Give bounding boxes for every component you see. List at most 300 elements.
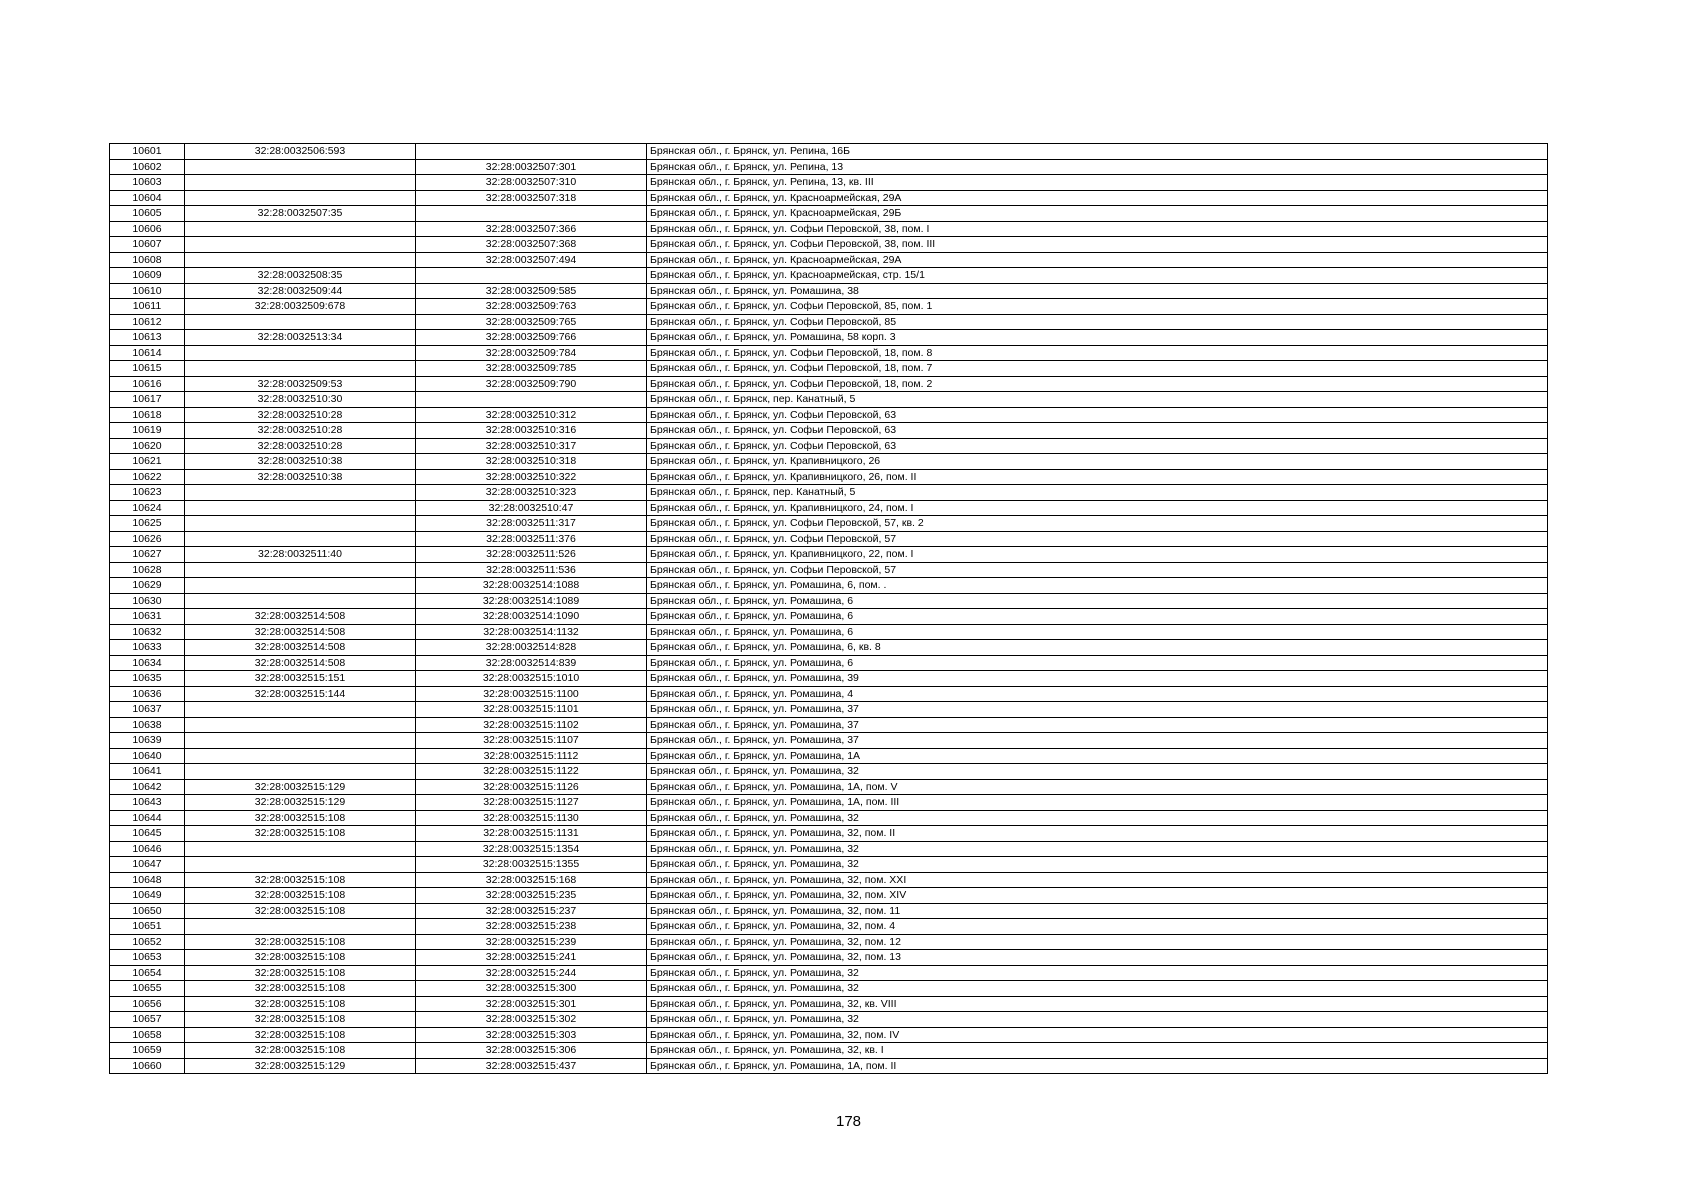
row-number-cell: 10627 xyxy=(110,547,185,563)
building-cadastral-number-cell: 32:28:0032509:765 xyxy=(416,314,647,330)
row-number-cell: 10636 xyxy=(110,686,185,702)
address-cell: Брянская обл., г. Брянск, ул. Ромашина, 32, пом. XXI xyxy=(647,872,1548,888)
row-number-cell: 10620 xyxy=(110,438,185,454)
page-number: 178 xyxy=(835,1113,862,1130)
address-cell: Брянская обл., г. Брянск, ул. Софьи Перовской, 57 xyxy=(647,531,1548,547)
row-number-cell: 10624 xyxy=(110,500,185,516)
building-cadastral-number-cell: 32:28:0032507:310 xyxy=(416,175,647,191)
row-number-cell: 10603 xyxy=(110,175,185,191)
row-number-cell: 10660 xyxy=(110,1058,185,1074)
land-cadastral-number-cell xyxy=(185,237,416,253)
table-row xyxy=(110,841,1548,857)
land-cadastral-number-cell xyxy=(185,314,416,330)
building-cadastral-number-cell xyxy=(416,144,647,160)
address-cell: Брянская обл., г. Брянск, ул. Ромашина, 32 xyxy=(647,1012,1548,1028)
row-number-cell: 10650 xyxy=(110,903,185,919)
address-cell: Брянская обл., г. Брянск, ул. Ромашина, 1А, пом. II xyxy=(647,1058,1548,1074)
address-cell: Брянская обл., г. Брянск, ул. Ромашина, 6 xyxy=(647,609,1548,625)
address-cell: Брянская обл., г. Брянск, ул. Софьи Перовской, 57, кв. 2 xyxy=(647,516,1548,532)
table-row xyxy=(110,299,1548,315)
register-table xyxy=(109,143,1548,1074)
address-cell: Брянская обл., г. Брянск, ул. Ромашина, 32 xyxy=(647,965,1548,981)
land-cadastral-number-cell xyxy=(185,500,416,516)
building-cadastral-number-cell: 32:28:0032509:766 xyxy=(416,330,647,346)
row-number-cell: 10641 xyxy=(110,764,185,780)
land-cadastral-number-cell: 32:28:0032508:35 xyxy=(185,268,416,284)
row-number-cell: 10604 xyxy=(110,190,185,206)
row-number-cell: 10648 xyxy=(110,872,185,888)
address-cell: Брянская обл., г. Брянск, ул. Ромашина, 32, кв. VIII xyxy=(647,996,1548,1012)
land-cadastral-number-cell: 32:28:0032515:108 xyxy=(185,981,416,997)
land-cadastral-number-cell: 32:28:0032515:144 xyxy=(185,686,416,702)
row-number-cell: 10651 xyxy=(110,919,185,935)
land-cadastral-number-cell xyxy=(185,221,416,237)
land-cadastral-number-cell xyxy=(185,190,416,206)
table-row xyxy=(110,237,1548,253)
address-cell: Брянская обл., г. Брянск, ул. Красноармейская, 29А xyxy=(647,252,1548,268)
table-row xyxy=(110,252,1548,268)
table-row xyxy=(110,919,1548,935)
land-cadastral-number-cell: 32:28:0032514:508 xyxy=(185,624,416,640)
table-row xyxy=(110,996,1548,1012)
row-number-cell: 10626 xyxy=(110,531,185,547)
table-row xyxy=(110,903,1548,919)
table-row xyxy=(110,686,1548,702)
row-number-cell: 10613 xyxy=(110,330,185,346)
land-cadastral-number-cell xyxy=(185,748,416,764)
table-row xyxy=(110,206,1548,222)
row-number-cell: 10615 xyxy=(110,361,185,377)
row-number-cell: 10645 xyxy=(110,826,185,842)
land-cadastral-number-cell: 32:28:0032515:108 xyxy=(185,965,416,981)
land-cadastral-number-cell xyxy=(185,516,416,532)
table-row xyxy=(110,159,1548,175)
land-cadastral-number-cell: 32:28:0032515:108 xyxy=(185,888,416,904)
table-row xyxy=(110,144,1548,160)
table-row xyxy=(110,965,1548,981)
table-row xyxy=(110,485,1548,501)
building-cadastral-number-cell: 32:28:0032510:322 xyxy=(416,469,647,485)
row-number-cell: 10646 xyxy=(110,841,185,857)
row-number-cell: 10634 xyxy=(110,655,185,671)
building-cadastral-number-cell: 32:28:0032515:302 xyxy=(416,1012,647,1028)
row-number-cell: 10625 xyxy=(110,516,185,532)
address-cell: Брянская обл., г. Брянск, ул. Красноармейская, 29Б xyxy=(647,206,1548,222)
table-row xyxy=(110,438,1548,454)
land-cadastral-number-cell: 32:28:0032515:108 xyxy=(185,1027,416,1043)
address-cell: Брянская обл., г. Брянск, ул. Ромашина, 32, пом. XIV xyxy=(647,888,1548,904)
land-cadastral-number-cell: 32:28:0032513:34 xyxy=(185,330,416,346)
row-number-cell: 10652 xyxy=(110,934,185,950)
table-row xyxy=(110,593,1548,609)
address-cell: Брянская обл., г. Брянск, ул. Софьи Перовской, 18, пом. 8 xyxy=(647,345,1548,361)
building-cadastral-number-cell xyxy=(416,268,647,284)
building-cadastral-number-cell: 32:28:0032515:1101 xyxy=(416,702,647,718)
building-cadastral-number-cell: 32:28:0032515:168 xyxy=(416,872,647,888)
building-cadastral-number-cell: 32:28:0032514:828 xyxy=(416,640,647,656)
land-cadastral-number-cell: 32:28:0032509:44 xyxy=(185,283,416,299)
building-cadastral-number-cell: 32:28:0032511:536 xyxy=(416,562,647,578)
address-cell: Брянская обл., г. Брянск, пер. Канатный, 5 xyxy=(647,392,1548,408)
address-cell: Брянская обл., г. Брянск, ул. Ромашина, 37 xyxy=(647,702,1548,718)
address-cell: Брянская обл., г. Брянск, ул. Красноармейская, стр. 15/1 xyxy=(647,268,1548,284)
building-cadastral-number-cell: 32:28:0032515:1100 xyxy=(416,686,647,702)
table-row xyxy=(110,1012,1548,1028)
land-cadastral-number-cell xyxy=(185,531,416,547)
address-cell: Брянская обл., г. Брянск, ул. Ромашина, 32 xyxy=(647,981,1548,997)
table-row xyxy=(110,1043,1548,1059)
table-row xyxy=(110,454,1548,470)
table-row xyxy=(110,888,1548,904)
address-cell: Брянская обл., г. Брянск, ул. Софьи Перовской, 85, пом. 1 xyxy=(647,299,1548,315)
address-cell: Брянская обл., г. Брянск, ул. Ромашина, 32, пом. 11 xyxy=(647,903,1548,919)
table-row xyxy=(110,547,1548,563)
table-row xyxy=(110,764,1548,780)
land-cadastral-number-cell: 32:28:0032515:129 xyxy=(185,795,416,811)
table-row xyxy=(110,934,1548,950)
table-row xyxy=(110,190,1548,206)
table-row xyxy=(110,283,1548,299)
building-cadastral-number-cell: 32:28:0032515:1130 xyxy=(416,810,647,826)
table-row xyxy=(110,407,1548,423)
address-cell: Брянская обл., г. Брянск, ул. Софьи Перовской, 63 xyxy=(647,423,1548,439)
table-row xyxy=(110,872,1548,888)
table-row xyxy=(110,981,1548,997)
land-cadastral-number-cell xyxy=(185,857,416,873)
address-cell: Брянская обл., г. Брянск, ул. Репина, 13, кв. III xyxy=(647,175,1548,191)
land-cadastral-number-cell: 32:28:0032509:678 xyxy=(185,299,416,315)
building-cadastral-number-cell: 32:28:0032515:1354 xyxy=(416,841,647,857)
land-cadastral-number-cell: 32:28:0032510:28 xyxy=(185,423,416,439)
table-row xyxy=(110,1027,1548,1043)
row-number-cell: 10647 xyxy=(110,857,185,873)
table-row xyxy=(110,392,1548,408)
table-row xyxy=(110,748,1548,764)
table-row xyxy=(110,624,1548,640)
land-cadastral-number-cell: 32:28:0032510:28 xyxy=(185,438,416,454)
address-cell: Брянская обл., г. Брянск, ул. Репина, 16Б xyxy=(647,144,1548,160)
building-cadastral-number-cell: 32:28:0032511:376 xyxy=(416,531,647,547)
address-cell: Брянская обл., г. Брянск, ул. Ромашина, 32, пом. 4 xyxy=(647,919,1548,935)
land-cadastral-number-cell xyxy=(185,764,416,780)
address-cell: Брянская обл., г. Брянск, ул. Ромашина, 38 xyxy=(647,283,1548,299)
land-cadastral-number-cell xyxy=(185,733,416,749)
building-cadastral-number-cell: 32:28:0032515:1127 xyxy=(416,795,647,811)
land-cadastral-number-cell: 32:28:0032515:108 xyxy=(185,872,416,888)
row-number-cell: 10642 xyxy=(110,779,185,795)
land-cadastral-number-cell: 32:28:0032514:508 xyxy=(185,640,416,656)
building-cadastral-number-cell: 32:28:0032515:1126 xyxy=(416,779,647,795)
land-cadastral-number-cell: 32:28:0032515:108 xyxy=(185,826,416,842)
row-number-cell: 10610 xyxy=(110,283,185,299)
land-cadastral-number-cell: 32:28:0032515:129 xyxy=(185,779,416,795)
land-cadastral-number-cell: 32:28:0032514:508 xyxy=(185,609,416,625)
address-cell: Брянская обл., г. Брянск, ул. Ромашина, 6, кв. 8 xyxy=(647,640,1548,656)
building-cadastral-number-cell: 32:28:0032510:312 xyxy=(416,407,647,423)
land-cadastral-number-cell xyxy=(185,175,416,191)
row-number-cell: 10606 xyxy=(110,221,185,237)
address-cell: Брянская обл., г. Брянск, пер. Канатный, 5 xyxy=(647,485,1548,501)
building-cadastral-number-cell: 32:28:0032515:244 xyxy=(416,965,647,981)
row-number-cell: 10643 xyxy=(110,795,185,811)
land-cadastral-number-cell: 32:28:0032515:108 xyxy=(185,996,416,1012)
building-cadastral-number-cell: 32:28:0032509:785 xyxy=(416,361,647,377)
row-number-cell: 10618 xyxy=(110,407,185,423)
land-cadastral-number-cell: 32:28:0032515:108 xyxy=(185,1012,416,1028)
land-cadastral-number-cell: 32:28:0032509:53 xyxy=(185,376,416,392)
row-number-cell: 10616 xyxy=(110,376,185,392)
building-cadastral-number-cell: 32:28:0032509:784 xyxy=(416,345,647,361)
row-number-cell: 10640 xyxy=(110,748,185,764)
land-cadastral-number-cell xyxy=(185,485,416,501)
building-cadastral-number-cell: 32:28:0032515:237 xyxy=(416,903,647,919)
row-number-cell: 10614 xyxy=(110,345,185,361)
row-number-cell: 10605 xyxy=(110,206,185,222)
row-number-cell: 10656 xyxy=(110,996,185,1012)
land-cadastral-number-cell: 32:28:0032507:35 xyxy=(185,206,416,222)
row-number-cell: 10659 xyxy=(110,1043,185,1059)
building-cadastral-number-cell: 32:28:0032515:239 xyxy=(416,934,647,950)
table-row xyxy=(110,345,1548,361)
address-cell: Брянская обл., г. Брянск, ул. Ромашина, 32, пом. IV xyxy=(647,1027,1548,1043)
table-row xyxy=(110,1058,1548,1074)
building-cadastral-number-cell: 32:28:0032507:366 xyxy=(416,221,647,237)
address-cell: Брянская обл., г. Брянск, ул. Крапивницкого, 26, пом. II xyxy=(647,469,1548,485)
row-number-cell: 10654 xyxy=(110,965,185,981)
table-row xyxy=(110,268,1548,284)
land-cadastral-number-cell: 32:28:0032510:30 xyxy=(185,392,416,408)
building-cadastral-number-cell xyxy=(416,206,647,222)
table-row xyxy=(110,810,1548,826)
address-cell: Брянская обл., г. Брянск, ул. Ромашина, 32, пом. II xyxy=(647,826,1548,842)
row-number-cell: 10631 xyxy=(110,609,185,625)
land-cadastral-number-cell xyxy=(185,578,416,594)
address-cell: Брянская обл., г. Брянск, ул. Ромашина, 32, кв. I xyxy=(647,1043,1548,1059)
table-row xyxy=(110,500,1548,516)
row-number-cell: 10632 xyxy=(110,624,185,640)
address-cell: Брянская обл., г. Брянск, ул. Ромашина, 32, пом. 12 xyxy=(647,934,1548,950)
row-number-cell: 10633 xyxy=(110,640,185,656)
row-number-cell: 10621 xyxy=(110,454,185,470)
address-cell: Брянская обл., г. Брянск, ул. Софьи Перовской, 63 xyxy=(647,438,1548,454)
building-cadastral-number-cell: 32:28:0032515:235 xyxy=(416,888,647,904)
building-cadastral-number-cell: 32:28:0032515:1010 xyxy=(416,671,647,687)
row-number-cell: 10602 xyxy=(110,159,185,175)
table-row xyxy=(110,702,1548,718)
building-cadastral-number-cell: 32:28:0032510:323 xyxy=(416,485,647,501)
row-number-cell: 10653 xyxy=(110,950,185,966)
address-cell: Брянская обл., г. Брянск, ул. Ромашина, 1А, пом. V xyxy=(647,779,1548,795)
building-cadastral-number-cell: 32:28:0032515:301 xyxy=(416,996,647,1012)
building-cadastral-number-cell: 32:28:0032515:303 xyxy=(416,1027,647,1043)
row-number-cell: 10608 xyxy=(110,252,185,268)
building-cadastral-number-cell: 32:28:0032514:1132 xyxy=(416,624,647,640)
building-cadastral-number-cell: 32:28:0032515:1112 xyxy=(416,748,647,764)
row-number-cell: 10639 xyxy=(110,733,185,749)
row-number-cell: 10601 xyxy=(110,144,185,160)
building-cadastral-number-cell: 32:28:0032515:1102 xyxy=(416,717,647,733)
table-row xyxy=(110,733,1548,749)
address-cell: Брянская обл., г. Брянск, ул. Софьи Перовской, 85 xyxy=(647,314,1548,330)
row-number-cell: 10617 xyxy=(110,392,185,408)
address-cell: Брянская обл., г. Брянск, ул. Ромашина, 32, пом. 13 xyxy=(647,950,1548,966)
address-cell: Брянская обл., г. Брянск, ул. Ромашина, 58 корп. 3 xyxy=(647,330,1548,346)
land-cadastral-number-cell xyxy=(185,361,416,377)
table-row xyxy=(110,516,1548,532)
table-row xyxy=(110,826,1548,842)
address-cell: Брянская обл., г. Брянск, ул. Ромашина, 32 xyxy=(647,857,1548,873)
row-number-cell: 10630 xyxy=(110,593,185,609)
address-cell: Брянская обл., г. Брянск, ул. Софьи Перовской, 57 xyxy=(647,562,1548,578)
building-cadastral-number-cell: 32:28:0032514:1089 xyxy=(416,593,647,609)
land-cadastral-number-cell xyxy=(185,717,416,733)
row-number-cell: 10657 xyxy=(110,1012,185,1028)
table-row xyxy=(110,795,1548,811)
land-cadastral-number-cell: 32:28:0032515:108 xyxy=(185,810,416,826)
address-cell: Брянская обл., г. Брянск, ул. Ромашина, 4 xyxy=(647,686,1548,702)
row-number-cell: 10629 xyxy=(110,578,185,594)
land-cadastral-number-cell xyxy=(185,345,416,361)
row-number-cell: 10635 xyxy=(110,671,185,687)
row-number-cell: 10619 xyxy=(110,423,185,439)
building-cadastral-number-cell: 32:28:0032514:1088 xyxy=(416,578,647,594)
table-row xyxy=(110,314,1548,330)
land-cadastral-number-cell: 32:28:0032515:108 xyxy=(185,950,416,966)
building-cadastral-number-cell: 32:28:0032510:47 xyxy=(416,500,647,516)
address-cell: Брянская обл., г. Брянск, ул. Ромашина, 1А xyxy=(647,748,1548,764)
building-cadastral-number-cell: 32:28:0032515:1122 xyxy=(416,764,647,780)
building-cadastral-number-cell: 32:28:0032510:317 xyxy=(416,438,647,454)
row-number-cell: 10644 xyxy=(110,810,185,826)
land-cadastral-number-cell xyxy=(185,841,416,857)
row-number-cell: 10622 xyxy=(110,469,185,485)
row-number-cell: 10637 xyxy=(110,702,185,718)
table-row xyxy=(110,531,1548,547)
address-cell: Брянская обл., г. Брянск, ул. Ромашина, 32 xyxy=(647,764,1548,780)
address-cell: Брянская обл., г. Брянск, ул. Ромашина, 6, пом. . xyxy=(647,578,1548,594)
row-number-cell: 10612 xyxy=(110,314,185,330)
land-cadastral-number-cell xyxy=(185,919,416,935)
building-cadastral-number-cell: 32:28:0032515:306 xyxy=(416,1043,647,1059)
row-number-cell: 10638 xyxy=(110,717,185,733)
land-cadastral-number-cell: 32:28:0032510:28 xyxy=(185,407,416,423)
row-number-cell: 10655 xyxy=(110,981,185,997)
address-cell: Брянская обл., г. Брянск, ул. Софьи Перовской, 63 xyxy=(647,407,1548,423)
address-cell: Брянская обл., г. Брянск, ул. Крапивницкого, 22, пом. I xyxy=(647,547,1548,563)
table-row xyxy=(110,376,1548,392)
address-cell: Брянская обл., г. Брянск, ул. Софьи Перовской, 18, пом. 7 xyxy=(647,361,1548,377)
building-cadastral-number-cell: 32:28:0032507:368 xyxy=(416,237,647,253)
address-cell: Брянская обл., г. Брянск, ул. Ромашина, 37 xyxy=(647,733,1548,749)
table-row xyxy=(110,640,1548,656)
address-cell: Брянская обл., г. Брянск, ул. Ромашина, 32 xyxy=(647,810,1548,826)
address-cell: Брянская обл., г. Брянск, ул. Софьи Перовской, 38, пом. I xyxy=(647,221,1548,237)
building-cadastral-number-cell: 32:28:0032515:241 xyxy=(416,950,647,966)
table-row xyxy=(110,609,1548,625)
address-cell: Брянская обл., г. Брянск, ул. Ромашина, 6 xyxy=(647,655,1548,671)
address-cell: Брянская обл., г. Брянск, ул. Крапивницкого, 24, пом. I xyxy=(647,500,1548,516)
address-cell: Брянская обл., г. Брянск, ул. Репина, 13 xyxy=(647,159,1548,175)
building-cadastral-number-cell: 32:28:0032510:316 xyxy=(416,423,647,439)
address-cell: Брянская обл., г. Брянск, ул. Софьи Перовской, 38, пом. III xyxy=(647,237,1548,253)
row-number-cell: 10628 xyxy=(110,562,185,578)
address-cell: Брянская обл., г. Брянск, ул. Ромашина, 32 xyxy=(647,841,1548,857)
address-cell: Брянская обл., г. Брянск, ул. Софьи Перовской, 18, пом. 2 xyxy=(647,376,1548,392)
address-cell: Брянская обл., г. Брянск, ул. Ромашина, 37 xyxy=(647,717,1548,733)
building-cadastral-number-cell: 32:28:0032511:317 xyxy=(416,516,647,532)
land-cadastral-number-cell: 32:28:0032515:108 xyxy=(185,903,416,919)
building-cadastral-number-cell: 32:28:0032509:790 xyxy=(416,376,647,392)
building-cadastral-number-cell: 32:28:0032511:526 xyxy=(416,547,647,563)
building-cadastral-number-cell: 32:28:0032515:300 xyxy=(416,981,647,997)
row-number-cell: 10623 xyxy=(110,485,185,501)
table-row xyxy=(110,717,1548,733)
table-row xyxy=(110,950,1548,966)
table-row xyxy=(110,361,1548,377)
row-number-cell: 10611 xyxy=(110,299,185,315)
table-row xyxy=(110,779,1548,795)
table-row xyxy=(110,562,1548,578)
row-number-cell: 10607 xyxy=(110,237,185,253)
building-cadastral-number-cell: 32:28:0032507:494 xyxy=(416,252,647,268)
building-cadastral-number-cell xyxy=(416,392,647,408)
land-cadastral-number-cell: 32:28:0032511:40 xyxy=(185,547,416,563)
building-cadastral-number-cell: 32:28:0032507:318 xyxy=(416,190,647,206)
land-cadastral-number-cell xyxy=(185,702,416,718)
land-cadastral-number-cell: 32:28:0032514:508 xyxy=(185,655,416,671)
building-cadastral-number-cell: 32:28:0032507:301 xyxy=(416,159,647,175)
row-number-cell: 10649 xyxy=(110,888,185,904)
row-number-cell: 10658 xyxy=(110,1027,185,1043)
building-cadastral-number-cell: 32:28:0032515:1355 xyxy=(416,857,647,873)
building-cadastral-number-cell: 32:28:0032515:1107 xyxy=(416,733,647,749)
building-cadastral-number-cell: 32:28:0032515:238 xyxy=(416,919,647,935)
land-cadastral-number-cell xyxy=(185,252,416,268)
table-row xyxy=(110,578,1548,594)
address-cell: Брянская обл., г. Брянск, ул. Ромашина, 6 xyxy=(647,593,1548,609)
address-cell: Брянская обл., г. Брянск, ул. Ромашина, 6 xyxy=(647,624,1548,640)
register-table-body xyxy=(110,144,1548,1074)
land-cadastral-number-cell: 32:28:0032506:593 xyxy=(185,144,416,160)
table-row xyxy=(110,175,1548,191)
land-cadastral-number-cell xyxy=(185,593,416,609)
building-cadastral-number-cell: 32:28:0032510:318 xyxy=(416,454,647,470)
land-cadastral-number-cell xyxy=(185,562,416,578)
row-number-cell: 10609 xyxy=(110,268,185,284)
land-cadastral-number-cell: 32:28:0032510:38 xyxy=(185,469,416,485)
table-row xyxy=(110,423,1548,439)
building-cadastral-number-cell: 32:28:0032514:839 xyxy=(416,655,647,671)
building-cadastral-number-cell: 32:28:0032509:763 xyxy=(416,299,647,315)
table-row xyxy=(110,857,1548,873)
land-cadastral-number-cell: 32:28:0032515:129 xyxy=(185,1058,416,1074)
address-cell: Брянская обл., г. Брянск, ул. Ромашина, 39 xyxy=(647,671,1548,687)
table-row xyxy=(110,671,1548,687)
land-cadastral-number-cell xyxy=(185,159,416,175)
table-row xyxy=(110,469,1548,485)
address-cell: Брянская обл., г. Брянск, ул. Красноармейская, 29А xyxy=(647,190,1548,206)
building-cadastral-number-cell: 32:28:0032509:585 xyxy=(416,283,647,299)
building-cadastral-number-cell: 32:28:0032514:1090 xyxy=(416,609,647,625)
land-cadastral-number-cell: 32:28:0032510:38 xyxy=(185,454,416,470)
land-cadastral-number-cell: 32:28:0032515:108 xyxy=(185,934,416,950)
land-cadastral-number-cell: 32:28:0032515:108 xyxy=(185,1043,416,1059)
building-cadastral-number-cell: 32:28:0032515:1131 xyxy=(416,826,647,842)
table-row xyxy=(110,655,1548,671)
land-cadastral-number-cell: 32:28:0032515:151 xyxy=(185,671,416,687)
building-cadastral-number-cell: 32:28:0032515:437 xyxy=(416,1058,647,1074)
address-cell: Брянская обл., г. Брянск, ул. Ромашина, 1А, пом. III xyxy=(647,795,1548,811)
